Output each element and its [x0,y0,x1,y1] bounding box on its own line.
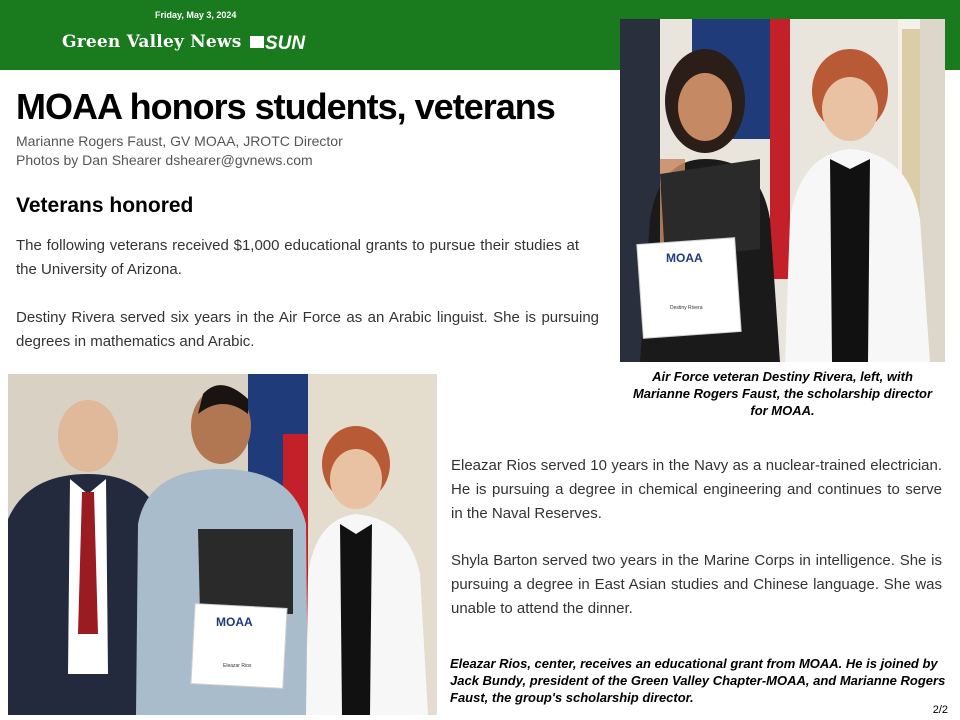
destiny-paragraph: Destiny Rivera served six years in the Air Force as an Arabic linguist. She is pursuing degrees in mathematics and Arabic. [16,309,599,350]
photo-destiny-rivera [620,19,945,362]
intro-paragraph: The following veterans received $1,000 educational grants to pursue their studies at the University of Arizona. [16,237,579,278]
photo-eleazar-rios [8,374,437,715]
svg-text:SUN: SUN [265,33,306,53]
svg-text:MOAA: MOAA [666,251,703,265]
green-valley-news-logo: Green Valley News [62,32,242,52]
caption-destiny-rivera: Air Force veteran Destiny Rivera, left, with Marianne Rogers Faust, the scholarship director for MOAA. [632,369,933,418]
caption-eleazar-rios: Eleazar Rios, center, receives an educational grant from MOAA. He is joined by Jack Bundy, president of the Green Valley Chapter-MOAA, and Marianne Rogers Faust, the group's scholarship director. [450,656,946,705]
page-number: 2/2 [932,704,948,716]
section-subhead: Veterans honored [16,194,194,217]
article-byline: Marianne Rogers Faust, GV MOAA, JROTC Director [16,133,343,149]
article-title: MOAA honors students, veterans [16,86,555,127]
svg-text:Eleazar Rios: Eleazar Rios [223,663,252,669]
svg-text:MOAA: MOAA [216,615,253,629]
eleazar-paragraph: Eleazar Rios served 10 years in the Navy as a nuclear-trained electrician. He is pursuing a degree in chemical engineering and continues to serve in the Naval Reserves. [451,457,942,522]
issue-date: Friday, May 3, 2024 [155,10,237,20]
photo-credit: Photos by Dan Shearer dshearer@gvnews.com [16,152,313,168]
svg-text:Destiny Rivera: Destiny Rivera [670,305,703,311]
shyla-paragraph: Shyla Barton served two years in the Marine Corps in intelligence. She is pursuing a degree in East Asian studies and Chinese language. She was unable to attend the dinner. [451,552,942,617]
